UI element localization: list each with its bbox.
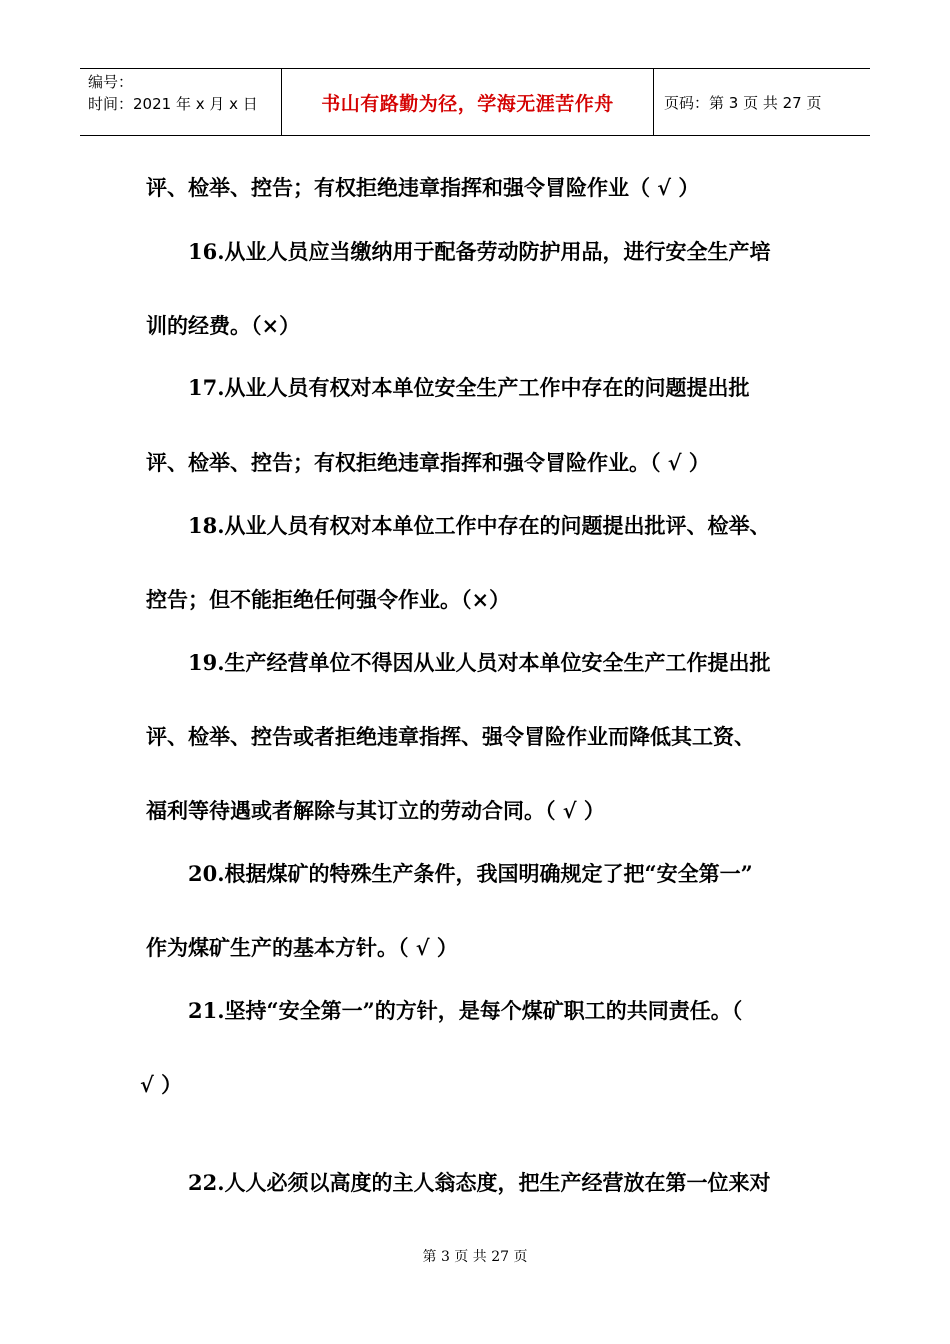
text-line: 训的经费。（×） (146, 313, 301, 338)
text-line: 评、检举、控告或者拒绝违章指挥、强令冒险作业而降低其工资、 (146, 724, 755, 749)
page-footer: 第 3 页 共 27 页 (422, 1249, 528, 1265)
number-label: 编号： (88, 73, 134, 91)
text-line: 作为煤矿生产的基本方针。（ √ ） (146, 935, 458, 960)
text-line: 控告；但不能拒绝任何强令作业。（×） (146, 587, 511, 612)
text-line: 16.从业人员应当缴纳用于配备劳动防护用品，进行安全生产培 (188, 239, 771, 264)
text-line: 20.根据煤矿的特殊生产条件，我国明确规定了把“安全第一” (188, 861, 753, 886)
page-header (80, 68, 870, 136)
text-line: 18.从业人员有权对本单位工作中存在的问题提出批评、检举、 (188, 513, 771, 538)
text-line: √ ） (140, 1072, 183, 1097)
text-line: 21.坚持“安全第一”的方针，是每个煤矿职工的共同责任。（ (188, 998, 743, 1023)
text-line: 22.人人必须以高度的主人翁态度，把生产经营放在第一位来对 (188, 1170, 771, 1195)
motto: 书山有路勤为径，学海无涯苦作舟 (321, 92, 614, 115)
text-line: 评、检举、控告；有权拒绝违章指挥和强令冒险作业（ √ ） (146, 175, 700, 200)
header-page-info-cell (654, 69, 870, 135)
text-line: 19.生产经营单位不得因从业人员对本单位安全生产工作提出批 (188, 650, 771, 675)
header-meta (80, 69, 282, 135)
text-line: 评、检举、控告；有权拒绝违章指挥和强令冒险作业。（ √ ） (146, 450, 710, 475)
date-label: 时间：2021 年 x 月 x 日 (88, 95, 258, 113)
page-info: 页码：第 3 页 共 27 页 (664, 93, 822, 112)
text-line: 福利等待遇或者解除与其订立的劳动合同。（ √ ） (146, 798, 605, 823)
text-line: 17.从业人员有权对本单位安全生产工作中存在的问题提出批 (188, 375, 750, 400)
header-motto-cell (282, 69, 654, 135)
